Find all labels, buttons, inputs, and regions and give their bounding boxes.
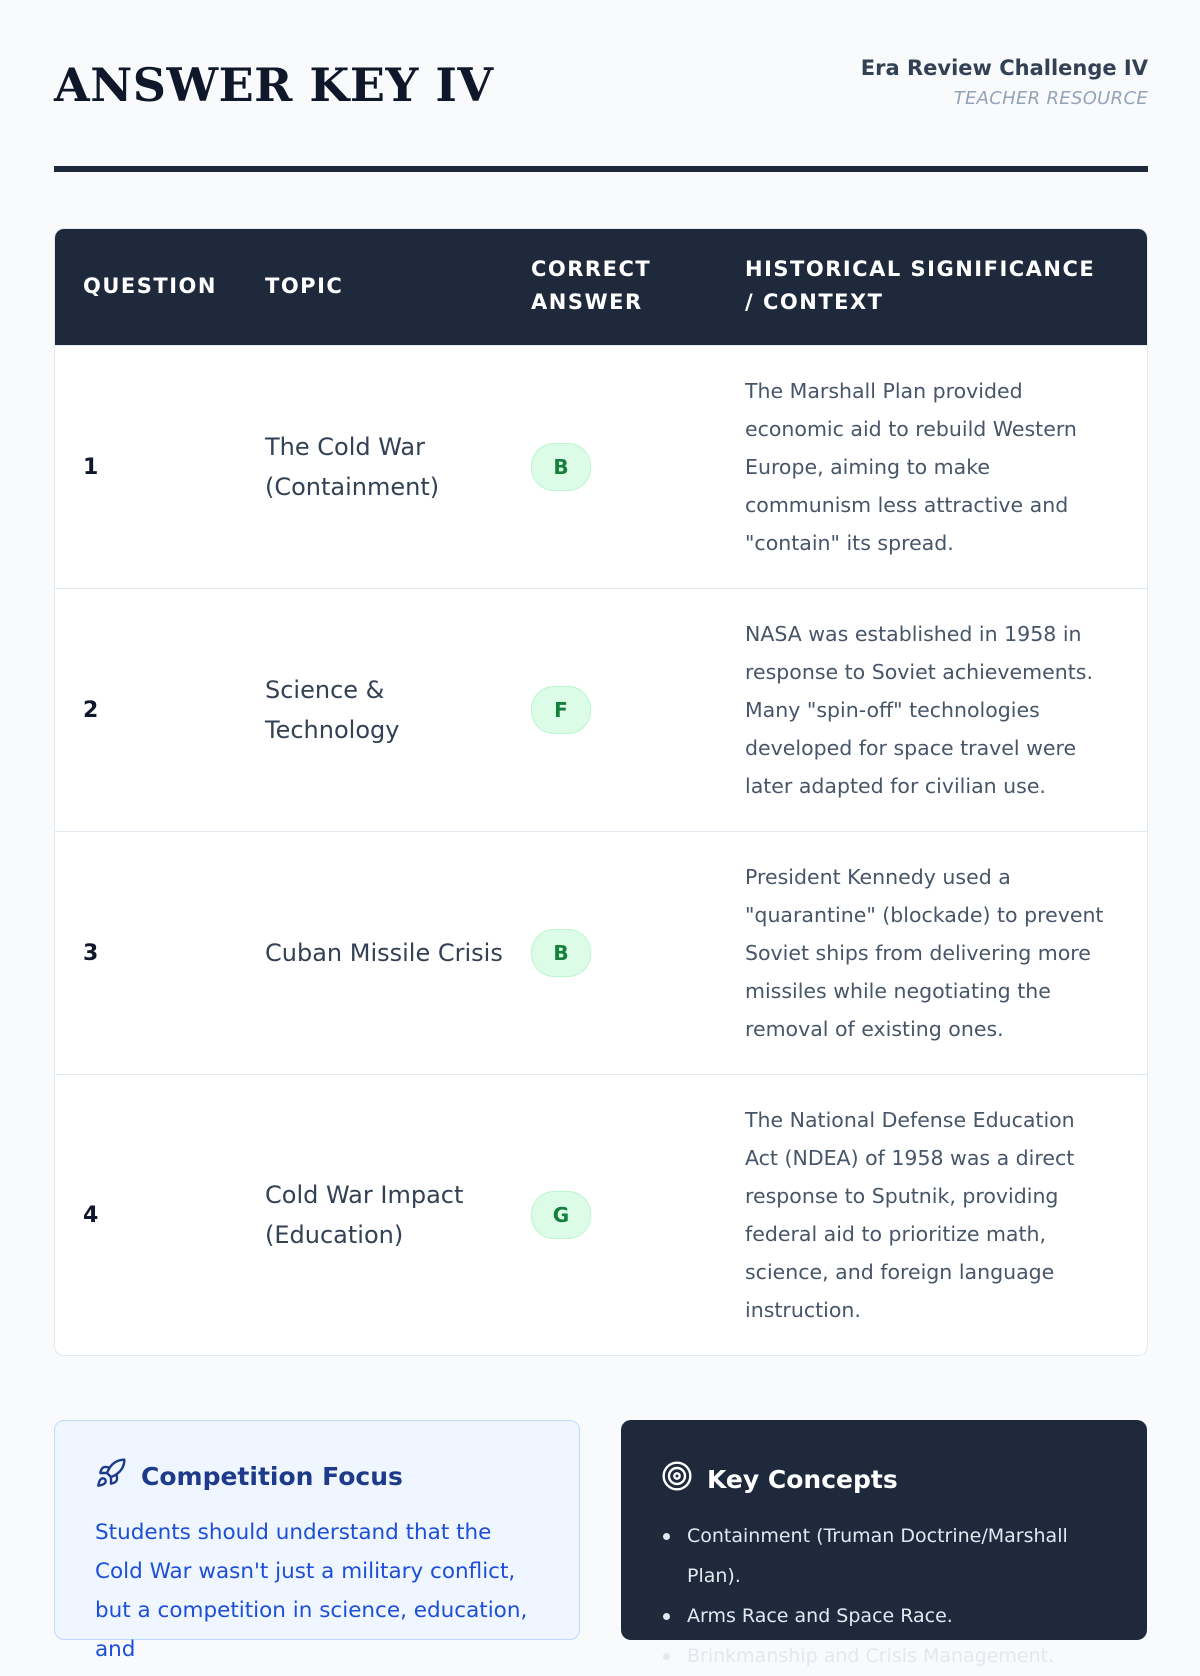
focus-title-row (95, 1457, 539, 1495)
table-row (55, 589, 1147, 832)
table-row (55, 832, 1147, 1075)
list-item: Arms Race and Space Race. (661, 1596, 1107, 1636)
focus-text: Students should understand that the Cold War wasn't just a military conflict, but a competition in science, education, and (95, 1520, 528, 1662)
concepts-list (661, 1516, 1107, 1676)
context-cell: The National Defense Education Act (NDEA) of 1958 was a direct response to Sputnik, providing federal aid to prioritize math, science, and foreign language instruction. (745, 1108, 1075, 1322)
header-divider (54, 166, 1148, 172)
list-item: Brinkmanship and Crisis Management. (661, 1636, 1107, 1676)
concepts-title: Key Concepts (707, 1464, 898, 1494)
page-header (54, 50, 1148, 112)
concepts-title-row (661, 1460, 1107, 1498)
context-cell: The Marshall Plan provided economic aid to rebuild Western Europe, aiming to make communism less attractive and "contain" its spread. (745, 379, 1077, 555)
table-row (55, 1075, 1147, 1356)
question-number: 2 (83, 697, 99, 723)
answer-table (54, 228, 1148, 1356)
context-cell: NASA was established in 1958 in response to Soviet achievements. Many "spin-off" technologies developed for space travel were later adapted for civilian use. (745, 622, 1093, 798)
target-icon (661, 1460, 707, 1498)
topic-cell: Science & Technology (265, 676, 400, 744)
answer-badge: B (531, 929, 591, 977)
rocket-icon (95, 1457, 141, 1495)
page-title: ANSWER KEY IV (54, 58, 494, 112)
answer-badge: F (531, 686, 591, 734)
topic-cell: The Cold War (Containment) (265, 433, 440, 501)
focus-title: Competition Focus (141, 1461, 403, 1491)
question-number: 1 (83, 454, 99, 480)
table-row (55, 346, 1147, 589)
challenge-subtitle: Era Review Challenge IV (860, 56, 1148, 80)
header-answer: CORRECT ANSWER (531, 257, 652, 314)
header-topic: TOPIC (265, 273, 344, 298)
answer-badge: G (531, 1191, 591, 1239)
answer-badge: B (531, 443, 591, 491)
question-number: 3 (83, 940, 99, 966)
resource-tag: TEACHER RESOURCE (953, 88, 1148, 109)
topic-cell: Cuban Missile Crisis (265, 939, 503, 967)
header-question: QUESTION (83, 273, 217, 298)
competition-focus-card (54, 1420, 580, 1662)
header-context: HISTORICAL SIGNIFICANCE / CONTEXT (745, 257, 1096, 314)
key-concepts-card (621, 1420, 1147, 1667)
table-header-row (55, 229, 1147, 346)
context-cell: President Kennedy used a "quarantine" (blockade) to prevent Soviet ships from delivering more missiles while negotiating the removal of existing ones. (745, 865, 1104, 1041)
topic-cell: Cold War Impact (Education) (265, 1181, 464, 1249)
header-meta (861, 56, 1148, 109)
list-item: Containment (Truman Doctrine/Marshall Plan). (661, 1516, 1107, 1596)
question-number: 4 (83, 1202, 99, 1228)
